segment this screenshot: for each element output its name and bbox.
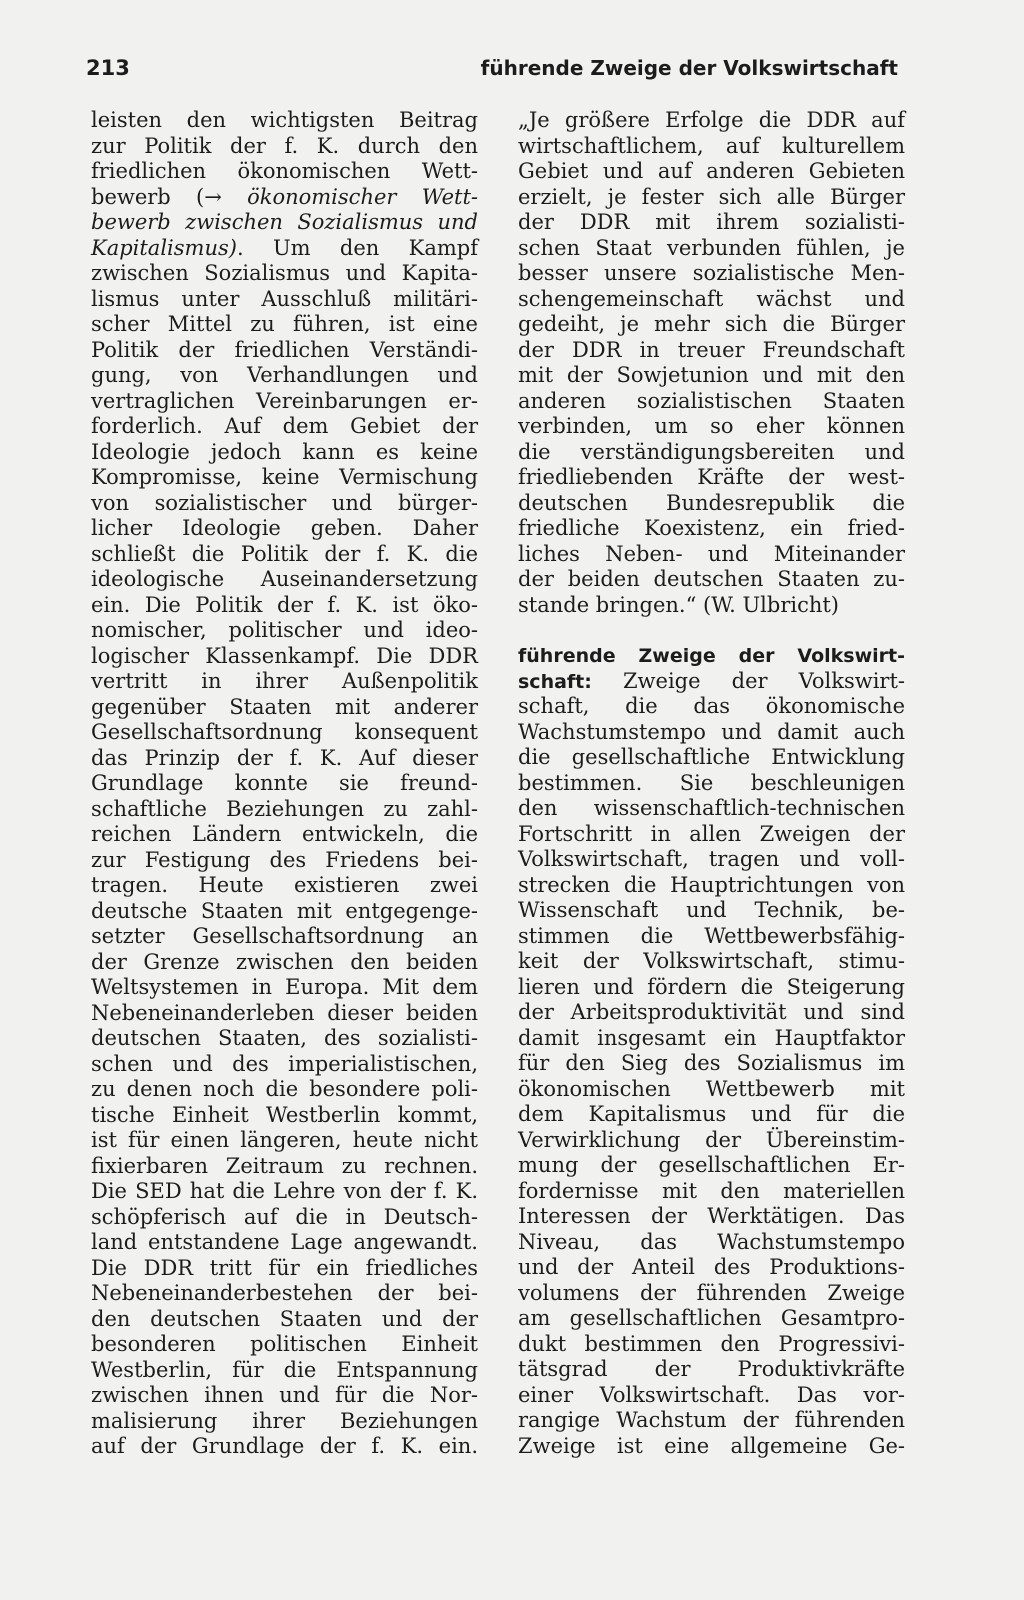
entry-line: und der Anteil des Produktions-: [518, 1255, 905, 1279]
running-head: führende Zweige der Volkswirtschaft: [480, 56, 898, 80]
text-line: leisten den wichtigsten Beitrag: [91, 108, 478, 132]
quote-line: „Je größere Erfolge die DDR auf: [518, 108, 905, 132]
text-line: das Prinzip der f. K. Auf dieser: [91, 745, 478, 770]
text-line: Weltsystemen in Europa. Mit dem: [91, 975, 478, 999]
text-line: Die DDR tritt für ein friedliches: [91, 1255, 478, 1280]
dictionary-entry: [518, 643, 905, 1459]
quote-line: anderen sozialistischen Staaten: [518, 388, 905, 413]
text-line: Ideologie jedoch kann es keine: [91, 439, 478, 464]
entry-heading-line: [518, 643, 905, 669]
entry-line: stimmen die Wettbewerbsfähig-: [518, 923, 905, 948]
text-line: zur Festigung des Friedens bei-: [91, 847, 478, 872]
quote-line: stande bringen.“ (W. Ulbricht): [518, 592, 839, 617]
entry-line: Niveau, das Wachstumstempo: [518, 1229, 905, 1254]
entry-line: dukt bestimmen den Progressivi-: [518, 1331, 905, 1356]
text-line: zur Politik der f. K. durch den: [91, 133, 478, 158]
text-line: Grundlage konnte sie freund-: [91, 771, 478, 795]
entry-heading-line: [518, 669, 905, 695]
text-line: ein. Die Politik der f. K. ist öko-: [91, 592, 478, 617]
quote-line: Gebiet und auf anderen Gebieten: [518, 159, 905, 183]
entry-line: Verwirklichung der Übereinstim-: [518, 1127, 905, 1152]
text-line: licher Ideologie geben. Daher: [91, 516, 478, 540]
entry-text: Zweige der Volkswirt-: [591, 668, 905, 693]
text-line: reichen Ländern entwickeln, die: [91, 822, 478, 846]
cross-reference: bewerb zwischen Sozialismus und: [91, 210, 478, 234]
entry-heading-end: schaft:: [518, 670, 592, 693]
quote-line: der DDR in treuer Freundschaft: [518, 337, 905, 362]
left-column: [91, 108, 478, 1460]
text-line: Kompromisse, keine Vermischung: [91, 465, 478, 489]
entry-line: Fortschritt in allen Zweigen der: [518, 821, 905, 846]
quote-line: friedliebenden Kräfte der west-: [518, 465, 905, 489]
text-line: bewerb (→ ökonomischer Wett-: [91, 184, 478, 209]
text-line: zwischen ihnen und für die Nor-: [91, 1383, 478, 1407]
page-header: [0, 56, 1024, 88]
paragraph-gap: [518, 618, 905, 643]
entry-line: rangige Wachstum der führenden: [518, 1408, 905, 1432]
entry-line: bestimmen. Sie beschleunigen: [518, 770, 905, 795]
entry-line: die gesellschaftliche Entwicklung: [518, 745, 905, 769]
text-line: auf der Grundlage der f. K. ein.: [91, 1434, 478, 1458]
entry-line: ökonomischen Wettbewerb mit: [518, 1076, 905, 1101]
text-line: der Grenze zwischen den beiden: [91, 949, 478, 974]
text-line: Nebeneinanderbestehen der bei-: [91, 1281, 478, 1305]
text-line: schöpferisch auf die in Deutsch-: [91, 1204, 478, 1229]
entry-line: strecken die Hauptrichtungen von: [518, 872, 905, 897]
text-line: schaftliche Beziehungen zu zahl-: [91, 796, 478, 821]
text-line: lismus unter Ausschluß militäri-: [91, 286, 478, 311]
entry-line: fordernisse mit den materiellen: [518, 1178, 905, 1203]
entry-line: Wachstumstempo und damit auch: [518, 719, 905, 744]
ulbricht-quote: [518, 108, 905, 618]
entry-line: mung der gesellschaftlichen Er-: [518, 1153, 905, 1177]
text-line: Die SED hat die Lehre von der f. K.: [91, 1179, 478, 1203]
page-number: 213: [86, 56, 130, 80]
text-line: ideologische Auseinandersetzung: [91, 567, 478, 591]
text-line: fixierbaren Zeitraum zu rechnen.: [91, 1153, 478, 1178]
text-line: nomischer, politischer und ideo-: [91, 618, 478, 642]
entry-line: Volkswirtschaft, tragen und voll-: [518, 847, 905, 871]
text-line: von sozialistischer und bürger-: [91, 490, 478, 515]
right-column: [518, 108, 905, 1459]
cross-reference: Kapitalismus): [91, 235, 237, 260]
text-line: gung, von Verhandlungen und: [91, 363, 478, 387]
text-line: forderlich. Auf dem Gebiet der: [91, 414, 478, 438]
quote-line: mit der Sowjetunion und mit den: [518, 363, 905, 387]
text-line: zwischen Sozialismus und Kapita-: [91, 261, 478, 285]
entry-line: keit der Volkswirtschaft, stimu-: [518, 949, 905, 973]
text-line: Gesellschaftsordnung konsequent: [91, 720, 478, 744]
entry-line: dem Kapitalismus und für die: [518, 1102, 905, 1126]
quote-line: erzielt, je fester sich alle Bürger: [518, 184, 905, 209]
cross-reference: ökonomischer Wett-: [247, 184, 478, 209]
text-line: tragen. Heute existieren zwei: [91, 873, 478, 897]
text-line: logischer Klassenkampf. Die DDR: [91, 643, 478, 668]
text-line: gegenüber Staaten mit anderer: [91, 694, 478, 719]
text-line: tische Einheit Westberlin kommt,: [91, 1102, 478, 1127]
text-line: scher Mittel zu führen, ist eine: [91, 312, 478, 336]
quote-line: liches Neben- und Miteinander: [518, 541, 905, 566]
text-line: Politik der friedlichen Verständi-: [91, 337, 478, 362]
quote-line: der beiden deutschen Staaten zu-: [518, 567, 905, 591]
quote-line: schengemeinschaft wächst und: [518, 286, 905, 311]
text-line: den deutschen Staaten und der: [91, 1306, 478, 1331]
quote-line: friedliche Koexistenz, ein fried-: [518, 516, 905, 540]
text-line: ist für einen längeren, heute nicht: [91, 1128, 478, 1152]
entry-line: volumens der führenden Zweige: [518, 1280, 905, 1305]
entry-heading: führende Zweige der Volkswirt-: [518, 645, 905, 667]
text-line: deutsche Staaten mit entgegenge-: [91, 898, 478, 923]
entry-line: tätsgrad der Produktivkräfte: [518, 1357, 905, 1381]
text-line: malisierung ihrer Beziehungen: [91, 1408, 478, 1433]
text-line: Nebeneinanderleben dieser beiden: [91, 1000, 478, 1025]
text-line: besonderen politischen Einheit: [91, 1332, 478, 1356]
entry-line: Wissenschaft und Technik, be-: [518, 898, 905, 922]
quote-line: wirtschaftlichem, auf kulturellem: [518, 133, 905, 158]
quote-line: besser unsere sozialistische Men-: [518, 261, 905, 285]
entry-line: einer Volkswirtschaft. Das vor-: [518, 1382, 905, 1407]
quote-line: der DDR mit ihrem sozialisti-: [518, 210, 905, 234]
entry-line: für den Sieg des Sozialismus im: [518, 1051, 905, 1075]
text-line: zu denen noch die besondere poli-: [91, 1077, 478, 1101]
entry-line: den wissenschaftlich-technischen: [518, 796, 905, 820]
text-line: Westberlin, für die Entspannung: [91, 1357, 478, 1382]
quote-line: gedeiht, je mehr sich die Bürger: [518, 312, 905, 336]
text-line: vertraglichen Vereinbarungen er-: [91, 388, 478, 413]
entry-line: schaft, die das ökonomische: [518, 694, 905, 718]
text-line: setzter Gesellschaftsordnung an: [91, 924, 478, 948]
entry-line: am gesellschaftlichen Gesamtpro-: [518, 1306, 905, 1330]
text-line: deutschen Staaten, des sozialisti-: [91, 1026, 478, 1050]
text-line: schen und des imperialistischen,: [91, 1051, 478, 1076]
entry-line: lieren und fördern die Steigerung: [518, 974, 905, 999]
text-line: vertritt in ihrer Außenpolitik: [91, 669, 478, 693]
quote-line: deutschen Bundesrepublik die: [518, 490, 905, 515]
text-line: land entstandene Lage angewandt.: [91, 1230, 478, 1254]
text-line: schließt die Politik der f. K. die: [91, 541, 478, 566]
text-line: [91, 210, 478, 236]
entry-line: Zweige ist eine allgemeine Ge-: [518, 1433, 905, 1458]
entry-line: damit insgesamt ein Hauptfaktor: [518, 1025, 905, 1050]
entry-line: Interessen der Werktätigen. Das: [518, 1204, 905, 1228]
quote-line: die verständigungsbereiten und: [518, 439, 905, 464]
quote-line: verbinden, um so eher können: [518, 414, 905, 438]
text-line: Kapitalismus). Um den Kampf: [91, 235, 478, 260]
quote-line: schen Staat verbunden fühlen, je: [518, 235, 905, 260]
text-line: friedlichen ökonomischen Wett-: [91, 159, 478, 183]
entry-line: der Arbeitsproduktivität und sind: [518, 1000, 905, 1024]
